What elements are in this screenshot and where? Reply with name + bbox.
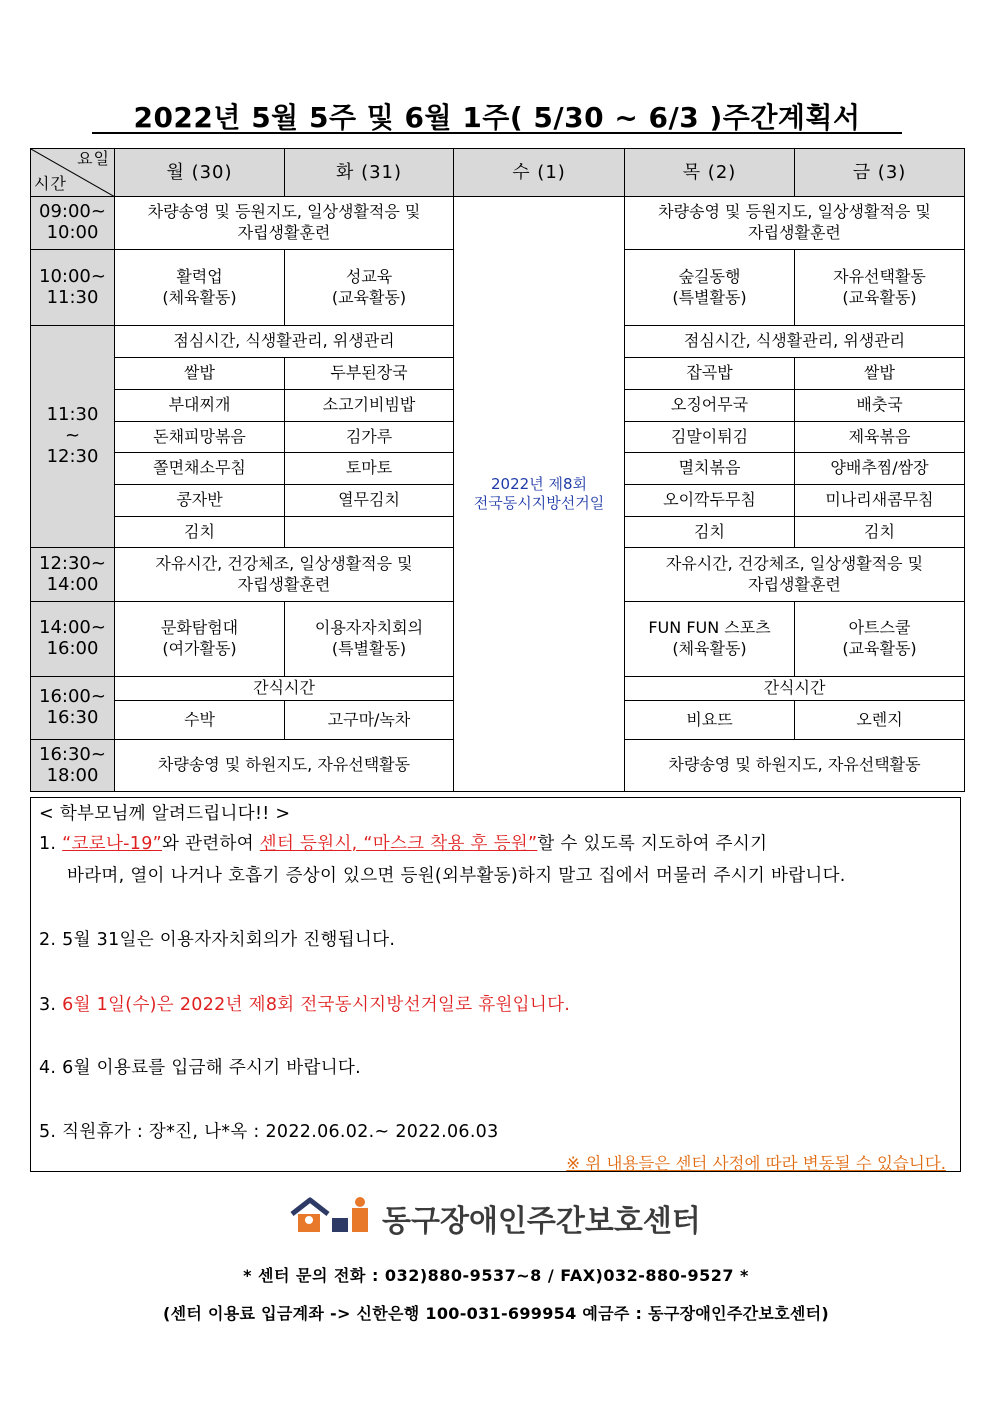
menu-mon: 김치 [115, 517, 285, 548]
house-logo-icon [290, 1196, 378, 1234]
activity-mon-pm: 문화탐험대 (여가활동) [115, 602, 285, 677]
menu-fri: 배춧국 [795, 390, 965, 422]
notice-1-end: 할 수 있도록 지도하여 주시기 [537, 834, 768, 854]
menu-mon: 부대찌개 [115, 390, 285, 422]
menu-thu: 김말이튀김 [625, 422, 795, 453]
center-logo [290, 1192, 710, 1239]
menu-thu: 멸치볶음 [625, 453, 795, 485]
contact-info: * 센터 문의 전화 : 032)880-9537~8 / FAX)032-880-9527 * [243, 1266, 749, 1285]
free-thu-fri: 자유시간, 건강체조, 일상생활적응 및 자립생활훈련 [625, 548, 965, 602]
notice-3-prefix: 3. [39, 995, 63, 1015]
notice-1-prefix: 1. [39, 834, 63, 854]
notice-item-3 [39, 991, 570, 1016]
menu-thu: 오징어무국 [625, 390, 795, 422]
activity-thu-am: 숲길동행 (특별활동) [625, 250, 795, 326]
weekly-schedule-table [30, 148, 965, 792]
menu-fri: 양배추찜/쌈장 [795, 453, 965, 485]
activity-tue-pm: 이용자자치회의 (특별활동) [285, 602, 454, 677]
morning-thu-fri: 차량송영 및 등원지도, 일상생활적응 및 자립생활훈련 [625, 197, 965, 250]
day-header-thu: 목 (2) [625, 149, 795, 197]
day-header-fri: 금 (3) [795, 149, 965, 197]
notice-footnote: ※ 위 내용들은 센터 사정에 따라 변동될 수 있습니다. [566, 1154, 946, 1173]
snack-mon: 수박 [115, 701, 285, 740]
snack-thu: 비요뜨 [625, 701, 795, 740]
activity-fri-pm: 아트스쿨 (교육활동) [795, 602, 965, 677]
activity-tue-am: 성교육 (교육활동) [285, 250, 454, 326]
menu-tue [285, 517, 454, 548]
time-1600: 16:00~ 16:30 [31, 677, 115, 740]
day-header-tue: 화 (31) [285, 149, 454, 197]
time-1630: 16:30~ 18:00 [31, 740, 115, 792]
notice-1-mid: 와 관련하여 [162, 834, 260, 854]
menu-fri: 쌀밥 [795, 358, 965, 390]
activity-thu-pm: FUN FUN 스포츠 (체육활동) [625, 602, 795, 677]
time-1400: 14:00~ 16:00 [31, 602, 115, 677]
snack-fri: 오렌지 [795, 701, 965, 740]
notice-1-covid: “코로나-19” [62, 834, 163, 854]
lunch-thu-fri: 점심시간, 식생활관리, 위생관리 [625, 326, 965, 358]
menu-mon: 돈채피망볶음 [115, 422, 285, 453]
menu-tue: 두부된장국 [285, 358, 454, 390]
evening-mon-tue: 차량송영 및 하원지도, 자유선택활동 [115, 740, 454, 792]
page-title: 2022년 5월 5주 및 6월 1주( 5/30 ~ 6/3 )주간계획서 [133, 101, 861, 134]
snack-tue: 고구마/녹차 [285, 701, 454, 740]
menu-tue: 소고기비빔밥 [285, 390, 454, 422]
menu-thu: 김치 [625, 517, 795, 548]
time-1000: 10:00~ 11:30 [31, 250, 115, 326]
lunch-mon-tue: 점심시간, 식생활관리, 위생관리 [115, 326, 454, 358]
menu-fri: 제육볶음 [795, 422, 965, 453]
time-1230: 12:30~ 14:00 [31, 548, 115, 602]
time-0900: 09:00~ 10:00 [31, 197, 115, 250]
menu-thu: 오이깍두무침 [625, 485, 795, 517]
wed-holiday: 2022년 제8회 전국동시지방선거일 [454, 197, 625, 792]
notice-item-1-line2: 바라며, 열이 나거나 호흡기 증상이 있으면 등원(외부활동)하지 말고 집에서 머물러 주시기 바랍니다. [67, 866, 846, 886]
morning-mon-tue: 차량송영 및 등원지도, 일상생활적응 및 자립생활훈련 [115, 197, 454, 250]
parent-notice-box [30, 797, 961, 1172]
day-header-wed: 수 (1) [454, 149, 625, 197]
snack-label-mon-tue: 간식시간 [115, 677, 454, 701]
title-underline [92, 132, 902, 134]
activity-mon-am: 활력업 (체육활동) [115, 250, 285, 326]
menu-fri: 김치 [795, 517, 965, 548]
day-header-mon: 월 (30) [115, 149, 285, 197]
snack-label-thu-fri: 간식시간 [625, 677, 965, 701]
menu-mon: 쌀밥 [115, 358, 285, 390]
menu-mon: 쫄면채소무침 [115, 453, 285, 485]
notice-1-mask: 센터 등원시, “마스크 착용 후 등원” [259, 834, 538, 854]
menu-tue: 열무김치 [285, 485, 454, 517]
center-name: 동구장애인주간보호센터 [382, 1204, 701, 1239]
time-1130: 11:30 ~ 12:30 [31, 326, 115, 548]
menu-thu: 잡곡밥 [625, 358, 795, 390]
menu-tue: 토마토 [285, 453, 454, 485]
notice-header: < 학부모님께 알려드립니다!! > [39, 804, 291, 824]
notice-item-4: 4. 6월 이용료를 입금해 주시기 바랍니다. [39, 1058, 361, 1078]
notice-item-2: 2. 5월 31일은 이용자자치회의가 진행됩니다. [39, 930, 396, 950]
menu-tue: 김가루 [285, 422, 454, 453]
corner-header [31, 149, 115, 197]
corner-day-label: 요일 [77, 149, 110, 168]
menu-mon: 콩자반 [115, 485, 285, 517]
notice-3-holiday: 6월 1일(수)은 2022년 제8회 전국동시지방선거일로 휴원입니다. [62, 995, 571, 1015]
notice-item-1 [39, 830, 767, 855]
corner-time-label: 시간 [34, 174, 67, 194]
evening-thu-fri: 차량송영 및 하원지도, 자유선택활동 [625, 740, 965, 792]
free-mon-tue: 자유시간, 건강체조, 일상생활적응 및 자립생활훈련 [115, 548, 454, 602]
menu-fri: 미나리새콤무침 [795, 485, 965, 517]
notice-item-5: 5. 직원휴가 : 장*진, 나*옥 : 2022.06.02.~ 2022.06.03 [39, 1122, 499, 1142]
activity-fri-am: 자유선택활동 (교육활동) [795, 250, 965, 326]
bank-account-info: (센터 이용료 입금계좌 -> 신한은행 100-031-699954 예금주 : 동구장애인주간보호센터) [162, 1304, 830, 1323]
